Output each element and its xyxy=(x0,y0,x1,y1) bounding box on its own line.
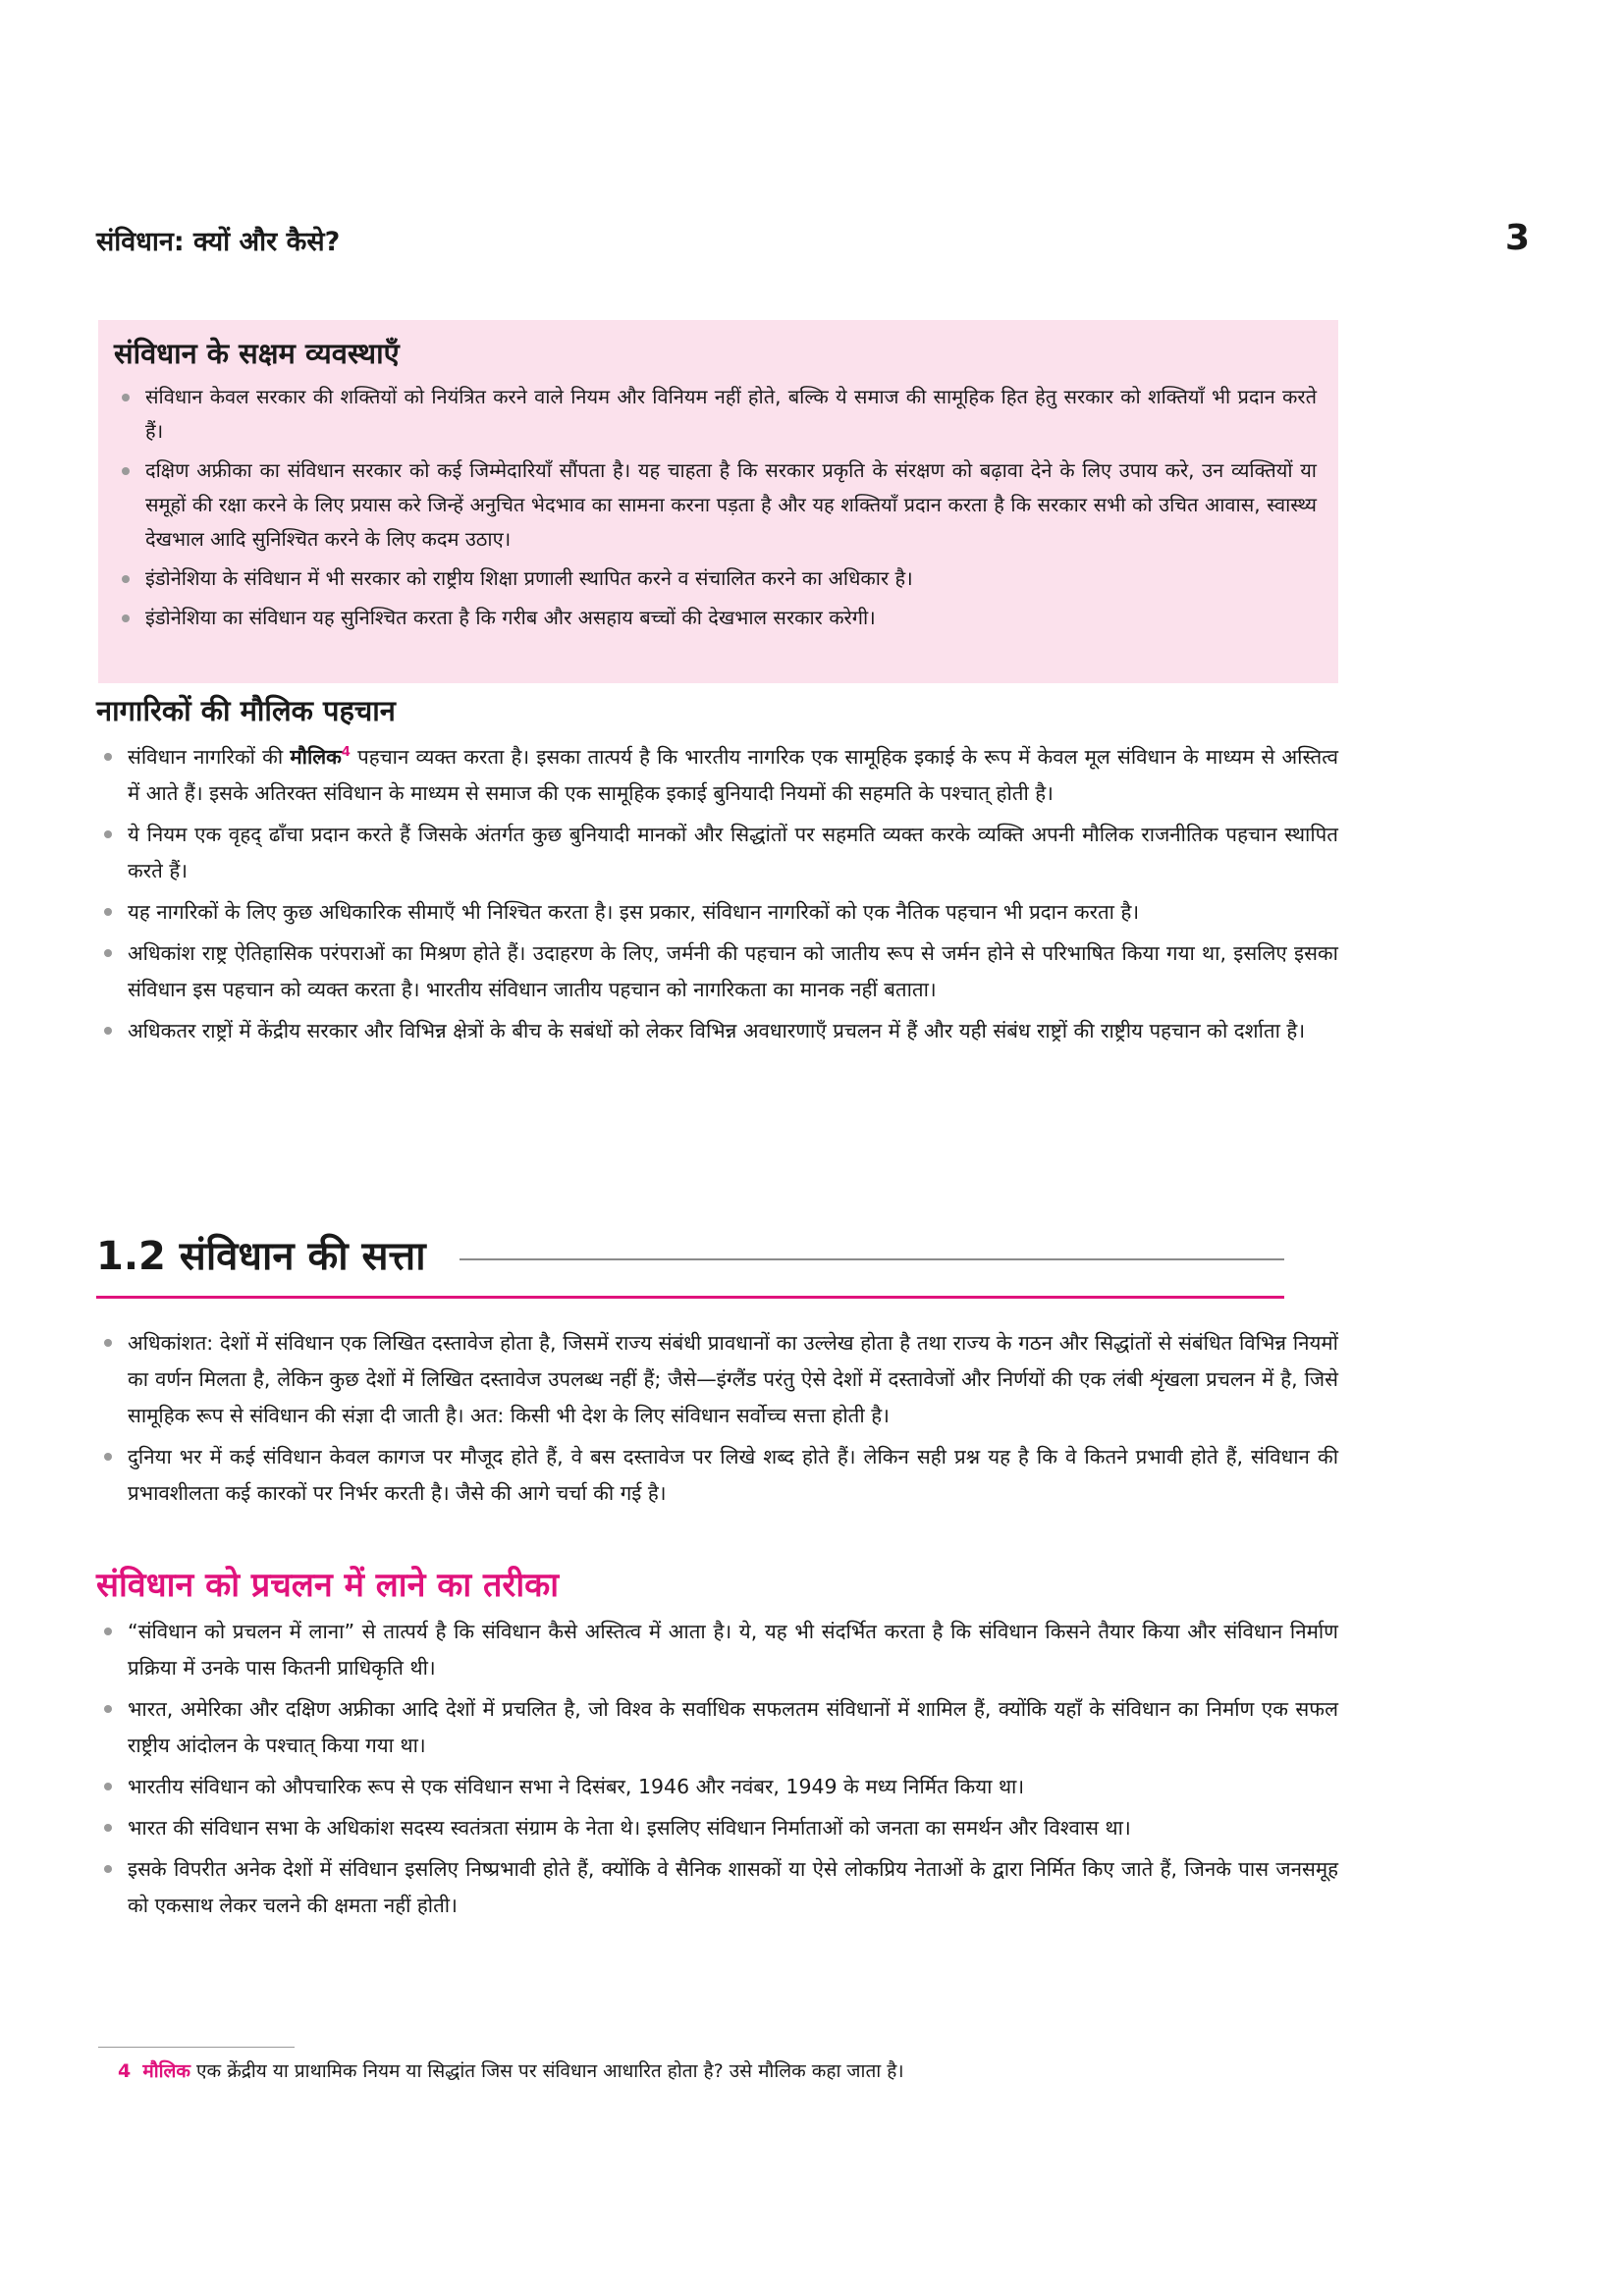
footnote-ref[interactable]: 4 xyxy=(341,745,351,761)
list-item: यह नागरिकों के लिए कुछ अधिकारिक सीमाएँ भी निश्चित करता है। इस प्रकार, संविधान नागरिकों को एक नैतिक पहचान भी प्रदान करता है। xyxy=(96,894,1338,931)
section-basic-identity xyxy=(96,691,1338,1054)
heading-rule xyxy=(460,1258,1284,1260)
footnote-term: मौलिक xyxy=(142,2060,191,2082)
box-title: संविधान के सक्षम व्यवस्थाएँ xyxy=(114,337,400,370)
section-list xyxy=(96,1325,1338,1512)
section-list xyxy=(96,739,1338,1049)
list-item: अधिकांशत: देशों में संविधान एक लिखित दस्तावेज होता है, जिसमें राज्य संबंधी प्रावधानों का उल्लेख होता है तथा राज्य के गठन और सिद्धांतों से संबंधित विभिन्न नियमों का वर्णन मिलता है, लेकिन कुछ देशों में लिखित दस्तावेज उपलब्ध नहीं हैं; जैसे—इंग्लैंड परंतु ऐसे देशों में दस्तावेजों और निर्णयों की एक लंबी शृंखला प्रचलन में है, जिसे सामूहिक रूप से संविधान की संज्ञा दी जाती है। अत: किसी भी देश के लिए संविधान सर्वोच्च सत्ता होती है। xyxy=(96,1325,1338,1434)
list-item: दक्षिण अफ्रीका का संविधान सरकार को कई जिम्मेदारियाँ सौंपता है। यह चाहता है कि सरकार प्रकृति के संरक्षण को बढ़ावा देने के लिए उपाय करे, उन व्यक्तियों या समूहों की रक्षा करने के लिए प्रयास करे जिन्हें अनुचित भेदभाव का सामना करना पड़ता है और यह शक्तियाँ प्रदान करता है कि सरकार सभी को उचित आवास, स्वास्थ्य देखभाल आदि सुनिश्चित करने के लिए कदम उठाए। xyxy=(114,454,1317,557)
text-run: पहचान व्यक्त करता है। इसका तात्पर्य है कि भारतीय नागरिक एक सामूहिक इकाई के रूप में केवल मूल संविधान के माध्यम से अस्तित्व में आते हैं। इसके अतिरक्त संविधान के माध्यम से समाज की एक सामूहिक इकाई बुनियादी नियमों की सहमति के पश्चात् होती है। xyxy=(128,745,1338,805)
section-bringing-into-force xyxy=(96,1561,1338,1929)
running-head xyxy=(96,218,1530,261)
list-item: संविधान केवल सरकार की शक्तियों को नियंत्रित करने वाले नियम और विनियम नहीं होते, बल्कि ये समाज की सामूहिक हित हेतु सरकार को शक्तियाँ भी प्रदान करते हैं। xyxy=(114,380,1317,449)
section-number-title: 1.2 संविधान की सत्ता xyxy=(96,1227,436,1281)
footnote xyxy=(118,2056,1296,2086)
list-item: भारतीय संविधान को औपचारिक रूप से एक संविधान सभा ने दिसंबर, 1946 और नवंबर, 1949 के मध्य निर्मित किया था। xyxy=(96,1769,1338,1805)
list-item: अधिकतर राष्ट्रों में केंद्रीय सरकार और विभिन्न क्षेत्रों के बीच के सबंधों को लेकर विभिन्न अवधारणाएँ प्रचलन में हैं और यही संबंध राष्ट्रों की राष्ट्रीय पहचान को दर्शाता है। xyxy=(96,1013,1338,1049)
list-item: अधिकांश राष्ट्र ऐतिहासिक परंपराओं का मिश्रण होते हैं। उदाहरण के लिए, जर्मनी की पहचान को जातीय रूप से जर्मन होने से परिभाषित किया गया था, इसलिए इसका संविधान इस पहचान को व्यक्त करता है। भारतीय संविधान जातीय पहचान को नागरिकता का मानक नहीं बताता। xyxy=(96,935,1338,1008)
section-heading: नागारिकों की मौलिक पहचान xyxy=(96,694,396,727)
list-item: “संविधान को प्रचलन में लाना” से तात्पर्य है कि संविधान कैसे अस्तित्व में आता है। ये, यह भी संदर्भित करता है कि संविधान किसने तैयार किया और संविधान निर्माण प्रक्रिया में उनके पास कितनी प्राधिकृति थी। xyxy=(96,1614,1338,1686)
list-item: ये नियम एक वृहद् ढाँचा प्रदान करते हैं जिसके अंतर्गत कुछ बुनियादी मानकों और सिद्धांतों पर सहमति व्यक्त करके व्यक्ति अपनी मौलिक राजनीतिक पहचान स्थापित करते हैं। xyxy=(96,817,1338,889)
list-item: इंडोनेशिया के संविधान में भी सरकार को राष्ट्रीय शिक्षा प्रणाली स्थापित करने व संचालित करने का अधिकार है। xyxy=(114,561,1317,596)
list-item: इंडोनेशिया का संविधान यह सुनिश्चित करता है कि गरीब और असहाय बच्चों की देखभाल सरकार करेगी। xyxy=(114,601,1317,635)
footnote-text: एक क्रेंद्रीय या प्राथामिक नियम या सिद्धांत जिस पर संविधान आधारित होता है? उसे मौलिक कहा जाता है। xyxy=(190,2060,904,2082)
heading-underline xyxy=(96,1296,1284,1299)
list-item: भारत की संविधान सभा के अधिकांश सदस्य स्वतंत्रता संग्राम के नेता थे। इसलिए संविधान निर्माताओं को जनता का समर्थन और विश्वास था। xyxy=(96,1810,1338,1846)
section-heading: संविधान को प्रचलन में लाने का तरीका xyxy=(96,1566,560,1605)
term-basic: मौलिक xyxy=(290,745,342,769)
list-item: इसके विपरीत अनेक देशों में संविधान इसलिए निष्प्रभावी होते हैं, क्योंकि वे सैनिक शासकों या ऐसे लोकप्रिय नेताओं के द्वारा निर्मित किए जाते हैं, जिनके पास जनसमूह को एकसाथ लेकर चलने की क्षमता नहीं होती। xyxy=(96,1851,1338,1924)
section-authority xyxy=(96,1325,1338,1517)
section-list xyxy=(96,1614,1338,1924)
list-item xyxy=(96,739,1338,812)
section-heading-authority xyxy=(96,1227,1284,1306)
box-list xyxy=(114,380,1317,635)
list-item: भारत, अमेरिका और दक्षिण अफ्रीका आदि देशों में प्रचलित है, जो विश्व के सर्वाधिक सफलतम संविधानों में शामिल हैं, क्योंकि यहाँ के संविधान का निर्माण एक सफल राष्ट्रीय आंदोलन के पश्चात् किया गया था। xyxy=(96,1691,1338,1764)
page-number: 3 xyxy=(1504,218,1530,258)
text-run: संविधान नागरिकों की xyxy=(128,745,291,769)
enabling-provisions-box xyxy=(98,320,1338,683)
chapter-title: संविधान: क्यों और कैसे? xyxy=(96,227,341,257)
list-item: दुनिया भर में कई संविधान केवल कागज पर मौजूद होते हैं, वे बस दस्तावेज पर लिखे शब्द होते हैं। लेकिन सही प्रश्न यह है कि वे कितने प्रभावी होते हैं, संविधान की प्रभावशीलता कई कारकों पर निर्भर करती है। जैसे की आगे चर्चा की गई है। xyxy=(96,1439,1338,1512)
footnote-number: 4 xyxy=(118,2060,132,2082)
footnote-rule xyxy=(98,2047,295,2048)
